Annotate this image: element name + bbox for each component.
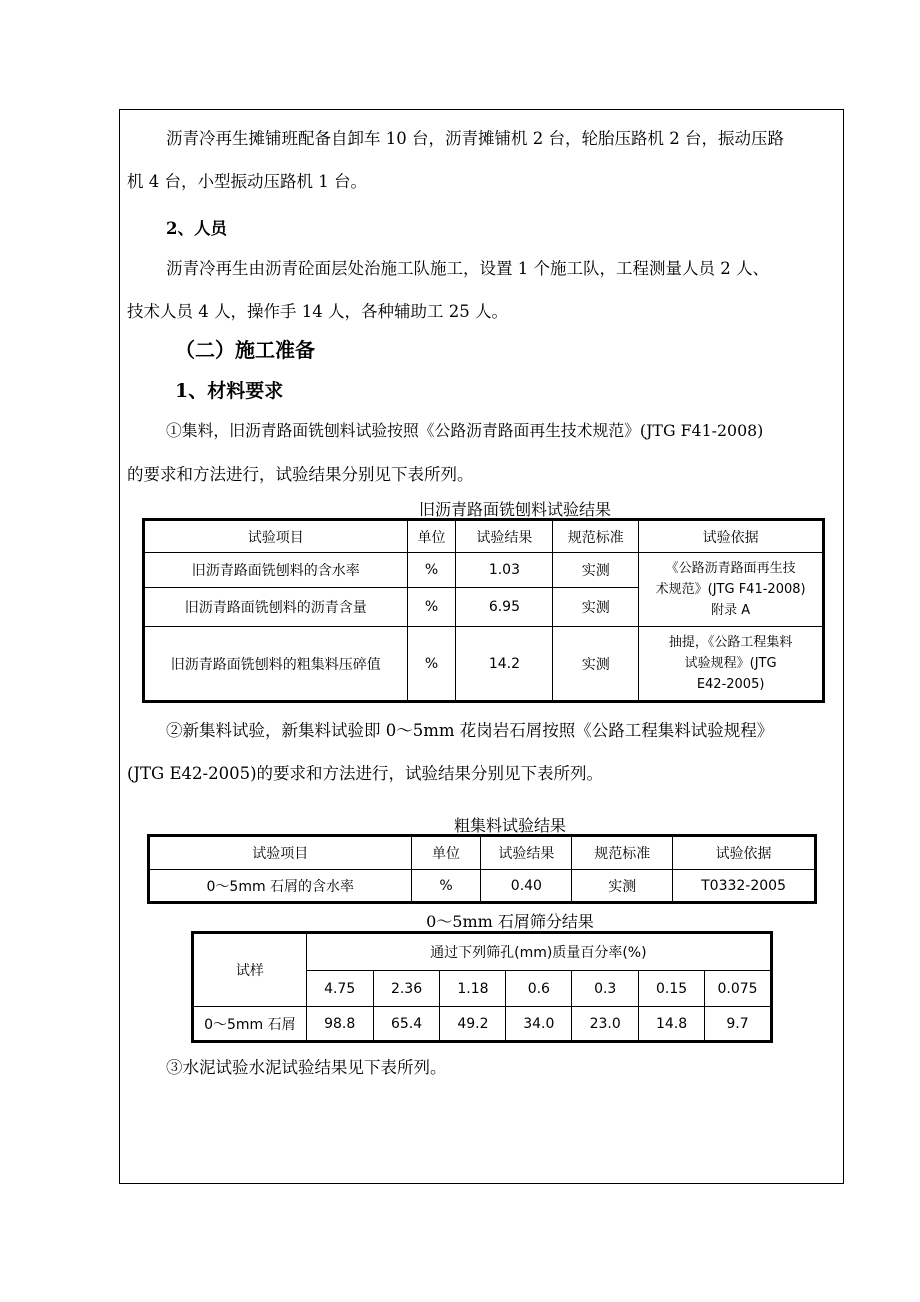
cell-value: 65.4 [373, 1007, 440, 1041]
subsection-heading: 1、材料要求 [175, 380, 284, 402]
personnel-heading: 2、人员 [166, 219, 227, 238]
header-result: 试验结果 [456, 521, 553, 553]
cell-standard: 实测 [553, 553, 639, 588]
new-aggregate-text-line2: (JTG E42-2005)的要求和方法进行，试验结果分别见下表所列。 [127, 764, 604, 783]
new-aggregate-text-line1: ②新集料试验，新集料试验即 0～5mm 花岗岩石屑按照《公路工程集料试验规程》 [166, 721, 774, 740]
table-header-row [145, 521, 823, 553]
sieve-size: 0.15 [639, 971, 705, 1007]
cell-basis [639, 627, 823, 701]
cell-value: 49.2 [440, 1007, 506, 1041]
cell-result: 6.95 [456, 588, 553, 627]
cell-item: 0～5mm 石屑的含水率 [150, 870, 412, 902]
header-unit: 单位 [411, 837, 481, 870]
header-result: 试验结果 [481, 837, 572, 870]
basis-line: 术规范》(JTG F41-2008) [655, 582, 806, 597]
aggregate-text-line2: 的要求和方法进行，试验结果分别见下表所列。 [127, 465, 474, 484]
cell-value: 23.0 [572, 1007, 639, 1041]
cell-basis-merged [639, 553, 823, 627]
cell-value: 9.7 [705, 1007, 771, 1041]
cell-value: 34.0 [506, 1007, 572, 1041]
personnel-text-line1: 沥青冷再生由沥青砼面层处治施工队施工，设置 1 个施工队，工程测量人员 2 人、 [166, 259, 769, 278]
sieve-size: 0.6 [506, 971, 572, 1007]
cell-unit: % [407, 627, 456, 701]
coarse-aggregate-table [149, 836, 815, 902]
cell-standard: 实测 [572, 870, 673, 902]
header-basis: 试验依据 [673, 837, 815, 870]
sieve-size: 4.75 [306, 971, 373, 1007]
personnel-text-line2: 技术人员 4 人，操作手 14 人，各种辅助工 25 人。 [127, 302, 508, 321]
basis-line: 抽提，《公路工程集料 [668, 635, 793, 650]
header-passing-percent: 通过下列筛孔(mm)质量百分率(%) [306, 934, 770, 971]
basis-line: 附录 A [711, 603, 751, 618]
cell-standard: 实测 [553, 588, 639, 627]
milling-test-table [144, 520, 823, 701]
cell-unit: % [411, 870, 481, 902]
table-row [194, 1007, 771, 1041]
table1-caption: 旧沥青路面铣刨料试验结果 [418, 500, 611, 519]
cell-result: 0.40 [481, 870, 572, 902]
table-row [150, 870, 815, 902]
table3-caption: 0～5mm 石屑筛分结果 [426, 912, 594, 931]
basis-line: E42-2005) [696, 677, 765, 692]
cell-item: 旧沥青路面铣刨料的含水率 [145, 553, 408, 588]
header-basis: 试验依据 [639, 521, 823, 553]
sieve-size: 0.075 [705, 971, 771, 1007]
cell-unit: % [407, 553, 456, 588]
basis-line: 试验规程》(JTG [684, 656, 777, 671]
aggregate-text-line1: ①集料，旧沥青路面铣刨料试验按照《公路沥青路面再生技术规范》(JTG F41-2008) [166, 421, 764, 440]
sieve-size: 0.3 [572, 971, 639, 1007]
header-test-item: 试验项目 [145, 521, 408, 553]
cell-item: 旧沥青路面铣刨料的粗集料压碎值 [145, 627, 408, 701]
cell-basis: T0332-2005 [673, 870, 815, 902]
cell-value: 14.8 [639, 1007, 705, 1041]
section-heading: （二）施工准备 [175, 338, 315, 362]
table-header-row [194, 934, 771, 971]
cell-value: 98.8 [306, 1007, 373, 1041]
sieve-analysis-table [193, 933, 771, 1041]
cell-unit: % [407, 588, 456, 627]
cell-result: 1.03 [456, 553, 553, 588]
equipment-text-line2: 机 4 台，小型振动压路机 1 台。 [127, 172, 367, 191]
header-unit: 单位 [407, 521, 456, 553]
header-test-item: 试验项目 [150, 837, 412, 870]
basis-line: 《公路沥青路面再生技 [665, 561, 796, 576]
table-row [145, 627, 823, 701]
cell-result: 14.2 [456, 627, 553, 701]
cell-sample: 0～5mm 石屑 [194, 1007, 307, 1041]
cement-text: ③水泥试验水泥试验结果见下表所列。 [166, 1058, 447, 1077]
equipment-text-line1: 沥青冷再生摊铺班配备自卸车 10 台，沥青摊铺机 2 台，轮胎压路机 2 台，振动压路 [166, 129, 784, 148]
cell-item: 旧沥青路面铣刨料的沥青含量 [145, 588, 408, 627]
sieve-size: 1.18 [440, 971, 506, 1007]
header-sample: 试样 [194, 934, 307, 1007]
header-standard: 规范标准 [572, 837, 673, 870]
cell-standard: 实测 [553, 627, 639, 701]
table-row [145, 553, 823, 588]
table-header-row [150, 837, 815, 870]
header-standard: 规范标准 [553, 521, 639, 553]
sieve-size: 2.36 [373, 971, 440, 1007]
table2-caption: 粗集料试验结果 [453, 816, 566, 835]
